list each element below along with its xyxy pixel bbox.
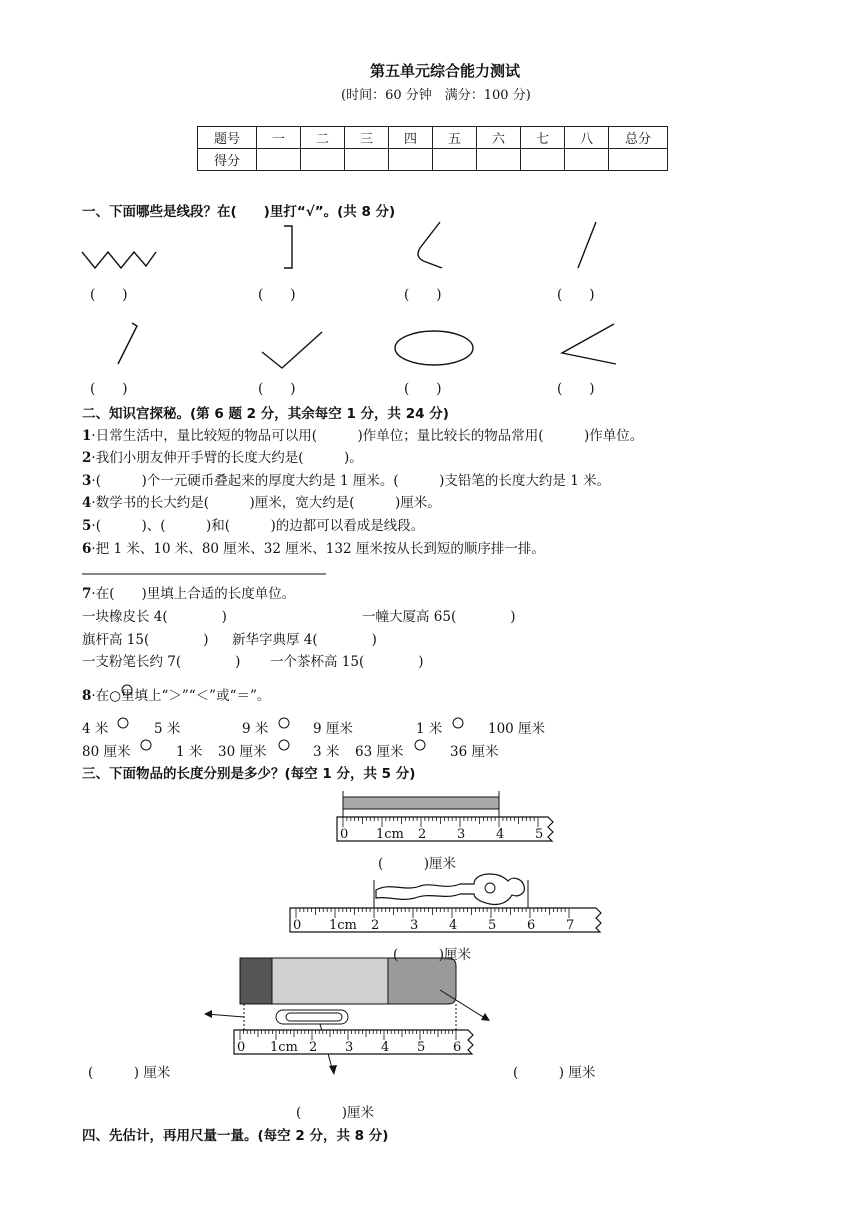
ruler-label: 0 — [237, 1040, 246, 1055]
compare-right: 100 厘米 — [488, 721, 546, 737]
compare-right: 3 米 — [313, 744, 340, 760]
section1-heading: 一、下面哪些是线段？在( )里打“√”。(共 8 分) — [82, 204, 396, 220]
ruler-label: 1cm — [376, 827, 404, 842]
question-text: ·在○里填上“＞”“＜”或“＝”。 — [91, 688, 271, 704]
gray-bar — [343, 797, 499, 809]
answer-blank[interactable]: ( ) — [258, 287, 296, 303]
score-cell: 六 — [477, 127, 521, 149]
angle-shape — [562, 324, 616, 364]
score-cell: 七 — [521, 127, 565, 149]
bracket-shape — [284, 226, 292, 268]
page-title: 第五单元综合能力测试 — [370, 62, 521, 80]
compare-right: 9 厘米 — [313, 721, 353, 737]
compare-circle — [118, 718, 128, 728]
compare-left: 80 厘米 — [82, 744, 131, 760]
unit-item[interactable]: 新华字典厚 4( ) — [232, 632, 377, 648]
answer-blank[interactable]: ( ) — [557, 381, 595, 397]
question-6 — [82, 537, 545, 557]
ruler-label: 4 — [381, 1040, 390, 1055]
paper-clip-outer — [276, 1010, 348, 1024]
compare-left: 1 米 — [416, 721, 443, 737]
question-number: 3 — [82, 473, 92, 489]
unit-item[interactable]: 一块橡皮长 4( ) — [82, 609, 227, 625]
measure-answer-blank[interactable]: ( )厘米 — [296, 1105, 375, 1121]
eraser-middle-part — [272, 958, 388, 1004]
section3-heading: 三、下面物品的长度分别是多少？(每空 1 分，共 5 分) — [82, 766, 416, 782]
question-4 — [82, 491, 441, 511]
answer-blank[interactable]: ( ) — [404, 381, 442, 397]
compare-left: 4 米 — [82, 721, 109, 737]
compare-circle — [415, 740, 425, 750]
compare-right: 36 厘米 — [450, 744, 499, 760]
pointer-arrow-right — [440, 990, 488, 1020]
question-1 — [82, 424, 643, 444]
answer-blank[interactable]: ( ) — [90, 287, 128, 303]
ruler-label: 4 — [496, 827, 505, 842]
question-text: ·( )个一元硬币叠起来的厚度大约是 1 厘米。( )支铅笔的长度大约是 1 米。 — [91, 473, 611, 489]
compare-left: 9 米 — [242, 721, 269, 737]
ruler-label: 2 — [309, 1040, 318, 1055]
question-number: 5 — [82, 518, 92, 534]
score-cell: 四 — [389, 127, 433, 149]
question-8 — [82, 684, 270, 704]
ruler-label: 7 — [566, 918, 575, 933]
ruler-label: 1cm — [270, 1040, 298, 1055]
ruler-label: 3 — [410, 918, 419, 933]
question-number: 7 — [82, 586, 92, 602]
measure-answer-blank[interactable]: ( ) 厘米 — [513, 1065, 596, 1081]
compare-right: 1 米 — [176, 744, 203, 760]
score-cell: 得分 — [198, 149, 257, 171]
answer-blank[interactable]: ( ) — [258, 381, 296, 397]
question-number: 2 — [82, 450, 92, 466]
ruler-label: 0 — [293, 918, 302, 933]
compare-circle — [279, 740, 289, 750]
ruler-label: 3 — [345, 1040, 354, 1055]
key-shape — [376, 874, 524, 905]
measure-answer-blank[interactable]: ( ) 厘米 — [88, 1065, 171, 1081]
ruler-3 — [234, 1030, 473, 1055]
ruler-1 — [337, 817, 553, 842]
question-number: 6 — [82, 541, 92, 557]
score-cell: 三 — [345, 127, 389, 149]
answer-blank[interactable]: ( ) — [404, 287, 442, 303]
measure-answer-blank[interactable]: ( )厘米 — [378, 856, 457, 872]
unit-item[interactable]: 一支粉笔长约 7( ) — [82, 654, 241, 670]
compare-circle — [279, 718, 289, 728]
question-text: ·我们小朋友伸开手臂的长度大约是( )。 — [91, 450, 363, 466]
ruler-label: 0 — [340, 827, 349, 842]
ruler-label: 3 — [457, 827, 466, 842]
question-text: ·( )、( )和( )的边都可以看成是线段。 — [91, 518, 425, 534]
score-cell: 五 — [433, 127, 477, 149]
ruler-label: 2 — [371, 918, 380, 933]
measure-answer-blank[interactable]: ( )厘米 — [393, 947, 472, 963]
bent-line-shape — [118, 323, 137, 364]
question-text: ·把 1 米、10 米、80 厘米、32 厘米、132 厘米按从长到短的顺序排一排。 — [91, 541, 545, 557]
ellipse-shape — [395, 331, 473, 365]
question-3 — [82, 469, 610, 489]
score-cell: 题号 — [198, 127, 257, 149]
section4-heading: 四、先估计，再用尺量一量。(每空 2 分，共 8 分) — [82, 1128, 389, 1144]
ruler-label: 6 — [527, 918, 536, 933]
question-number: 8 — [82, 688, 92, 704]
question-5 — [82, 514, 424, 534]
score-cell: 一 — [257, 127, 301, 149]
compare-circle — [141, 740, 151, 750]
arrow-head — [329, 1065, 337, 1075]
score-cell: 二 — [301, 127, 345, 149]
compare-left: 63 厘米 — [355, 744, 404, 760]
ruler-label: 5 — [417, 1040, 426, 1055]
ruler-label: 2 — [418, 827, 427, 842]
ruler-label: 5 — [488, 918, 497, 933]
unit-item[interactable]: 一幢大厦高 65( ) — [362, 609, 516, 625]
compare-right: 5 米 — [154, 721, 181, 737]
question-number: 4 — [82, 495, 92, 511]
ruler-body — [337, 817, 553, 841]
compare-left: 30 厘米 — [218, 744, 267, 760]
question-number: 1 — [82, 428, 92, 444]
question-2 — [82, 446, 363, 466]
question-text: ·数学书的长大约是( )厘米，宽大约是( )厘米。 — [91, 495, 441, 511]
question-7 — [82, 582, 295, 602]
unit-item[interactable]: 一个茶杯高 15( ) — [270, 654, 424, 670]
eraser-dark-part — [240, 958, 272, 1004]
compare-circle — [453, 718, 463, 728]
score-cell: 总分 — [609, 127, 668, 149]
ruler-label: 1cm — [329, 918, 357, 933]
ruler-label: 5 — [535, 827, 544, 842]
zigzag-shape — [82, 252, 156, 268]
arrow-head — [204, 1010, 212, 1018]
answer-blank[interactable]: ( ) — [557, 287, 595, 303]
ruler-2 — [290, 908, 601, 933]
straight-segment-shape — [578, 222, 596, 268]
eraser-end-part — [388, 958, 456, 1004]
ruler-label: 4 — [449, 918, 458, 933]
section2-heading: 二、知识宫探秘。(第 6 题 2 分，其余每空 1 分，共 24 分) — [82, 406, 449, 422]
question-text: ·日常生活中，量比较短的物品可以用( )作单位；量比较长的物品常用( )作单位。 — [91, 428, 644, 444]
angle-curve-shape — [418, 222, 442, 268]
ruler-label: 6 — [453, 1040, 462, 1055]
question-text: ·在( )里填上合适的长度单位。 — [91, 586, 296, 602]
check-shape — [262, 332, 322, 368]
score-cell: 八 — [565, 127, 609, 149]
answer-blank[interactable]: ( ) — [90, 381, 128, 397]
unit-item[interactable]: 旗杆高 15( ) — [82, 632, 209, 648]
page-subtitle: (时间：60 分钟 满分：100 分) — [341, 88, 531, 103]
